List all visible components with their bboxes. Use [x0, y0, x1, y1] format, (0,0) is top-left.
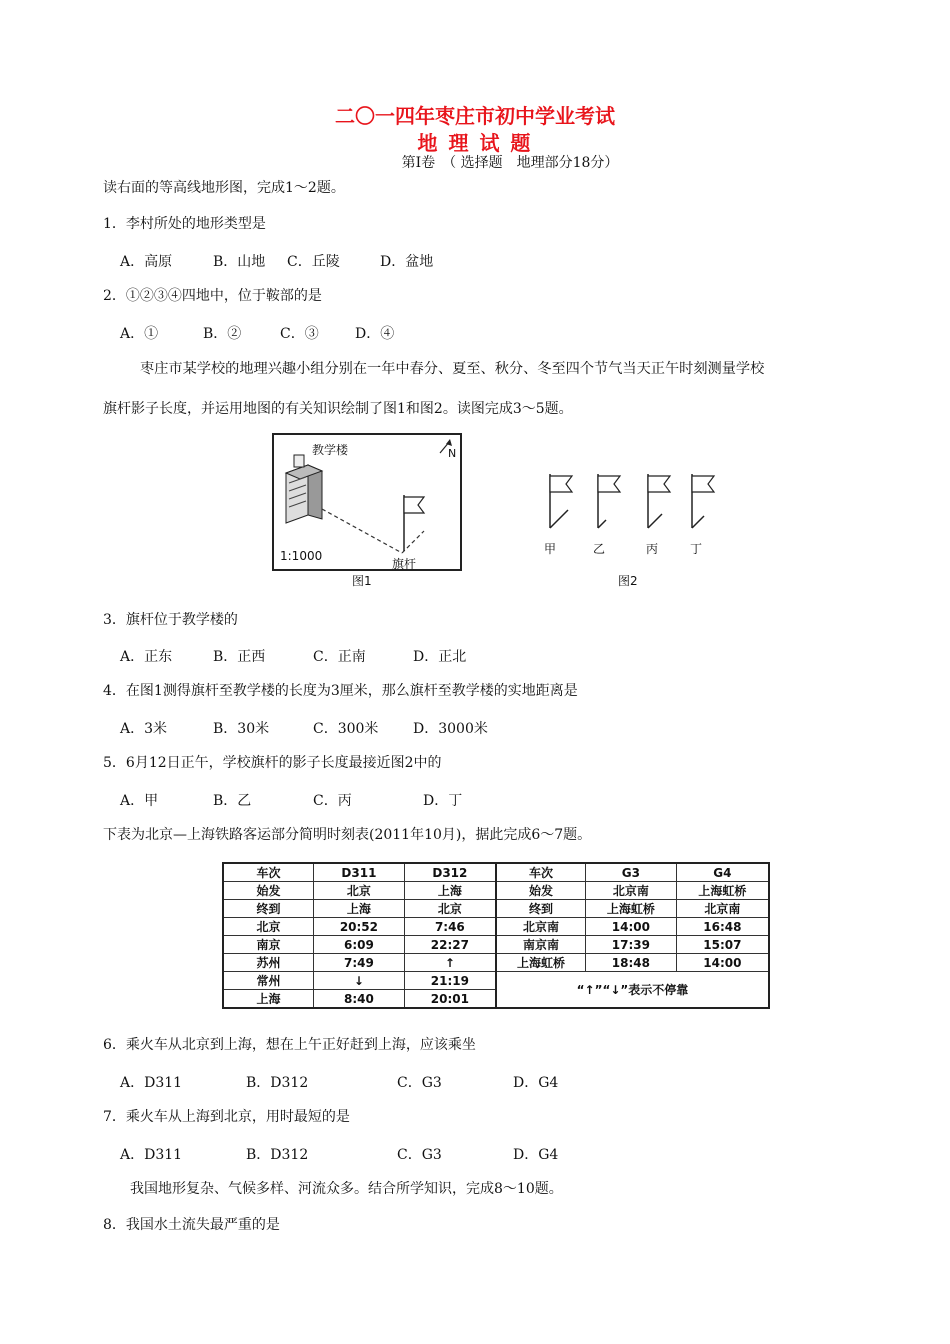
fig2-label-bing: 丙	[646, 542, 659, 556]
table-header-cell: D312	[404, 863, 496, 882]
fig2-label-jia: 甲	[544, 542, 557, 556]
table-cell: 21:19	[404, 972, 496, 990]
table-header-cell: G4	[676, 863, 769, 882]
table-row	[223, 936, 769, 954]
table-cell: 18:48	[586, 954, 677, 972]
flag-jia-icon	[550, 474, 572, 528]
q4-option-a: A．3米	[120, 721, 168, 737]
intro-china-geography: 我国地形复杂、气候多样、河流众多。结合所学知识，完成8～10题。	[130, 1181, 563, 1197]
q6-option-c: C．G3	[397, 1075, 442, 1091]
q2-option-b: B．②	[203, 326, 242, 342]
figure-1-map	[272, 433, 462, 571]
table-cell: 8:40	[314, 990, 405, 1009]
q7-option-b: B．D312	[246, 1147, 309, 1163]
table-cell: 终到	[223, 900, 314, 918]
table-cell: 7:46	[404, 918, 496, 936]
table-row	[223, 863, 769, 882]
table-cell: 上海虹桥	[676, 882, 769, 900]
table-row	[223, 882, 769, 900]
table-cell: 14:00	[676, 954, 769, 972]
intro-contour: 读右面的等高线地形图，完成1～2题。	[103, 180, 345, 196]
question-3: 3．旗杆位于教学楼的	[103, 612, 238, 628]
q1-option-d: D．盆地	[380, 254, 434, 270]
q1-option-a: A．高原	[120, 254, 173, 270]
table-cell: 上海虹桥	[496, 954, 586, 972]
q4-option-c: C．300米	[313, 721, 379, 737]
question-5: 5．6月12日正午，学校旗杆的影子长度最接近图2中的	[103, 755, 442, 771]
intro-timetable: 下表为北京—上海铁路客运部分简明时刻表(2011年10月)，据此完成6～7题。	[103, 827, 592, 843]
q3-option-a: A．正东	[120, 649, 173, 665]
table-cell: 上海	[404, 882, 496, 900]
table-row	[223, 918, 769, 936]
q5-option-a: A．甲	[120, 793, 159, 809]
table-row	[223, 900, 769, 918]
fig1-north-label: N	[448, 447, 457, 460]
table-cell: 6:09	[314, 936, 405, 954]
table-cell: 常州	[223, 972, 314, 990]
table-cell: 南京	[223, 936, 314, 954]
q6-option-b: B．D312	[246, 1075, 309, 1091]
table-cell: 7:49	[314, 954, 405, 972]
exam-title: 二〇一四年枣庄市初中学业考试	[335, 104, 615, 128]
question-8: 8．我国水土流失最严重的是	[103, 1217, 280, 1233]
table-cell: 北京	[314, 882, 405, 900]
fig1-caption: 图1	[352, 574, 372, 588]
table-cell: 北京南	[586, 882, 677, 900]
figure-2-shadows	[540, 468, 730, 543]
table-cell: 北京南	[496, 918, 586, 936]
table-cell: 20:52	[314, 918, 405, 936]
question-7: 7．乘火车从上海到北京，用时最短的是	[103, 1109, 350, 1125]
table-header-cell: 车次	[496, 863, 586, 882]
q4-option-b: B．30米	[213, 721, 270, 737]
table-cell: 终到	[496, 900, 586, 918]
table-cell: 北京	[223, 918, 314, 936]
table-note: “↑”“↓”表示不停靠	[496, 972, 769, 1009]
q4-option-d: D．3000米	[413, 721, 488, 737]
table-cell: 16:48	[676, 918, 769, 936]
fig2-label-yi: 乙	[593, 542, 606, 556]
table-cell: 上海	[223, 990, 314, 1009]
table-cell: ↓	[314, 972, 405, 990]
q1-option-c: C．丘陵	[287, 254, 340, 270]
flag-ding-icon	[692, 474, 714, 528]
table-cell: 20:01	[404, 990, 496, 1009]
q6-option-a: A．D311	[120, 1075, 183, 1091]
table-cell: 苏州	[223, 954, 314, 972]
table-cell: 22:27	[404, 936, 496, 954]
section-heading: 第Ⅰ卷 （ 选择题 地理部分18分）	[401, 155, 619, 171]
q3-option-b: B．正西	[213, 649, 266, 665]
table-cell: 15:07	[676, 936, 769, 954]
q2-option-a: A．①	[120, 326, 159, 342]
q1-option-b: B．山地	[213, 254, 266, 270]
intro-flagpole-line1: 枣庄市某学校的地理兴趣小组分别在一年中春分、夏至、秋分、冬至四个节气当天正午时刻测量学校	[140, 361, 765, 377]
table-row	[223, 972, 769, 990]
table-row	[223, 954, 769, 972]
q3-option-d: D．正北	[413, 649, 467, 665]
flag-icon	[404, 495, 424, 551]
intro-flagpole-line2: 旗杆影子长度，并运用地图的有关知识绘制了图1和图2。读图完成3～5题。	[103, 401, 573, 417]
fig1-scale: 1:1000	[280, 549, 323, 563]
table-cell: 始发	[223, 882, 314, 900]
exam-subtitle: 地 理 试 题	[417, 131, 533, 155]
question-4: 4．在图1测得旗杆至教学楼的长度为3厘米，那么旗杆至教学楼的实地距离是	[103, 683, 578, 699]
fig1-flagpole-label: 旗杆	[392, 557, 417, 571]
question-2: 2．①②③④四地中，位于鞍部的是	[103, 288, 322, 304]
fig2-label-ding: 丁	[690, 542, 703, 556]
table-cell: 北京南	[676, 900, 769, 918]
table-cell: 上海	[314, 900, 405, 918]
fig2-caption: 图2	[618, 574, 638, 588]
q7-option-a: A．D311	[120, 1147, 183, 1163]
table-cell: 17:39	[586, 936, 677, 954]
q2-option-c: C．③	[280, 326, 319, 342]
train-timetable	[222, 862, 770, 1009]
table-header-cell: 车次	[223, 863, 314, 882]
building-icon	[286, 455, 322, 523]
table-cell: ↑	[404, 954, 496, 972]
q7-option-c: C．G3	[397, 1147, 442, 1163]
table-cell: 始发	[496, 882, 586, 900]
table-header-cell: G3	[586, 863, 677, 882]
flag-bing-icon	[648, 474, 670, 528]
table-header-cell: D311	[314, 863, 405, 882]
q5-option-d: D．丁	[423, 793, 463, 809]
table-cell: 南京南	[496, 936, 586, 954]
question-1: 1．李村所处的地形类型是	[103, 216, 266, 232]
table-cell: 北京	[404, 900, 496, 918]
table-cell: 14:00	[586, 918, 677, 936]
q6-option-d: D．G4	[513, 1075, 559, 1091]
table-cell: 上海虹桥	[586, 900, 677, 918]
q7-option-d: D．G4	[513, 1147, 559, 1163]
q5-option-c: C．丙	[313, 793, 352, 809]
q5-option-b: B．乙	[213, 793, 252, 809]
fig1-building-label: 教学楼	[312, 443, 349, 457]
flag-yi-icon	[598, 474, 620, 528]
figure-2-drawing	[540, 468, 730, 543]
q3-option-c: C．正南	[313, 649, 366, 665]
q2-option-d: D．④	[355, 326, 395, 342]
question-6: 6．乘火车从北京到上海，想在上午正好赶到上海，应该乘坐	[103, 1037, 476, 1053]
